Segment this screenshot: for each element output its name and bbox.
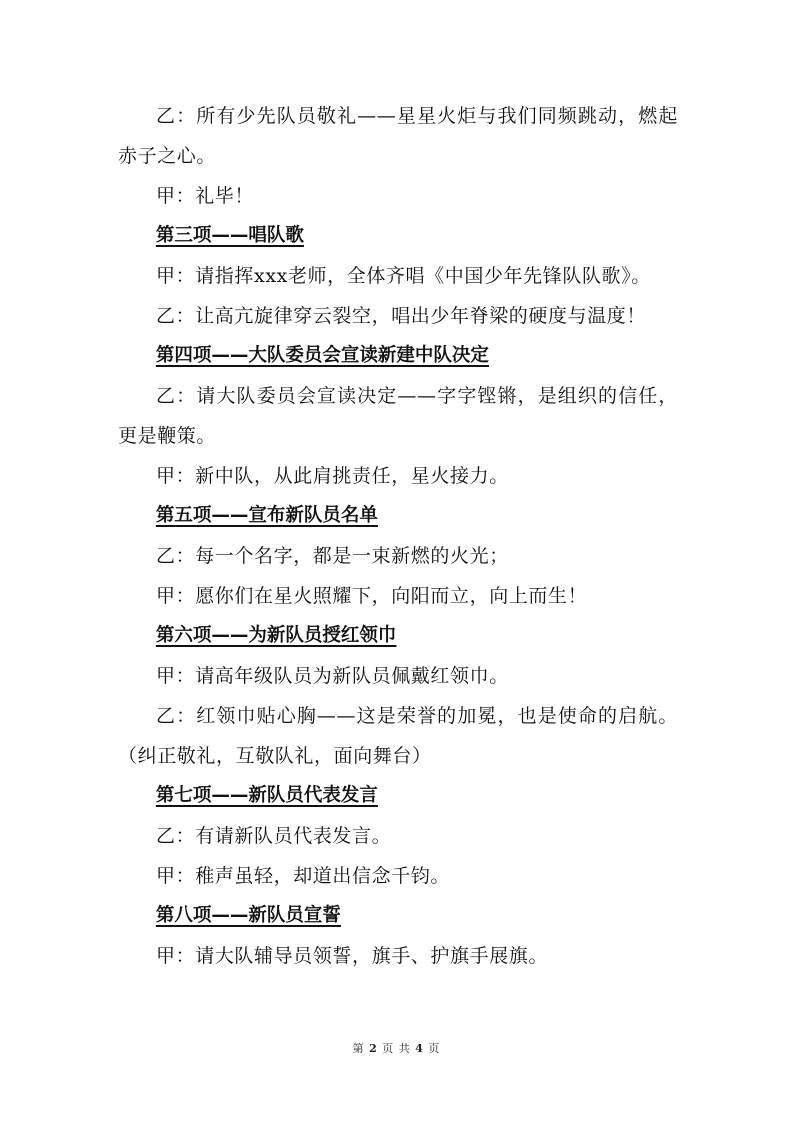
section-heading-7	[118, 776, 678, 816]
paragraph-17: 甲：稚声虽轻，却道出信念千钧。	[156, 865, 451, 887]
paragraph-2: 甲：礼毕！	[156, 185, 255, 207]
section-heading-3	[118, 216, 678, 256]
section-heading-5	[118, 496, 678, 536]
section-heading-6-text: 第六项——为新队员授红领巾	[155, 625, 397, 646]
section-heading-4-text: 第四项——大队委员会宣读新建中队决定	[155, 345, 489, 366]
page-footer	[0, 1040, 793, 1056]
paragraph-16: 乙：有请新队员代表发言。	[156, 825, 392, 847]
paragraph-7: 乙：请大队委员会宣读决定——字字铿锵，是组织的信任，更是鞭策。	[118, 385, 678, 447]
paragraph-5: 乙：让高亢旋律穿云裂空，唱出少年脊梁的硬度与温度！	[156, 305, 647, 327]
paragraph-19: 甲：请大队辅导员领誓，旗手、护旗手展旗。	[156, 945, 549, 967]
footer-middle: 页 共	[382, 1042, 411, 1055]
paragraph-8: 甲：新中队，从此肩挑责任，星火接力。	[156, 465, 509, 487]
section-heading-6	[118, 616, 678, 656]
paragraph-11: 甲：愿你们在星火照耀下，向阳而立，向上而生！	[156, 585, 588, 607]
section-heading-5-text: 第五项——宣布新队员名单	[155, 505, 378, 526]
footer-total-pages: 4	[415, 1042, 424, 1055]
paragraph-13: 甲：请高年级队员为新队员佩戴红领巾。	[156, 665, 509, 687]
paragraph-4: 甲：请指挥xxx老师，全体齐唱《中国少年先锋队队歌》。	[156, 265, 651, 287]
section-heading-4	[118, 336, 678, 376]
document-body	[118, 96, 678, 976]
section-heading-8	[118, 896, 678, 936]
section-heading-7-text: 第七项——新队员代表发言	[155, 785, 378, 806]
paragraph-14: 乙：红领巾贴心胸——这是荣誉的加冕，也是使命的启航。（纠正敬礼，互敬队礼，面向舞台）	[118, 705, 678, 767]
paragraph-10: 乙：每一个名字，都是一束新燃的火光；	[156, 545, 509, 567]
paragraph-1: 乙：所有少先队员敬礼——星星火炬与我们同频跳动，燃起赤子之心。	[118, 105, 678, 167]
footer-suffix: 页	[428, 1042, 441, 1055]
footer-prefix: 第	[352, 1042, 365, 1055]
footer-page-number: 2	[369, 1042, 378, 1055]
section-heading-8-text: 第八项——新队员宣誓	[155, 905, 341, 926]
section-heading-3-text: 第三项——唱队歌	[155, 225, 304, 246]
